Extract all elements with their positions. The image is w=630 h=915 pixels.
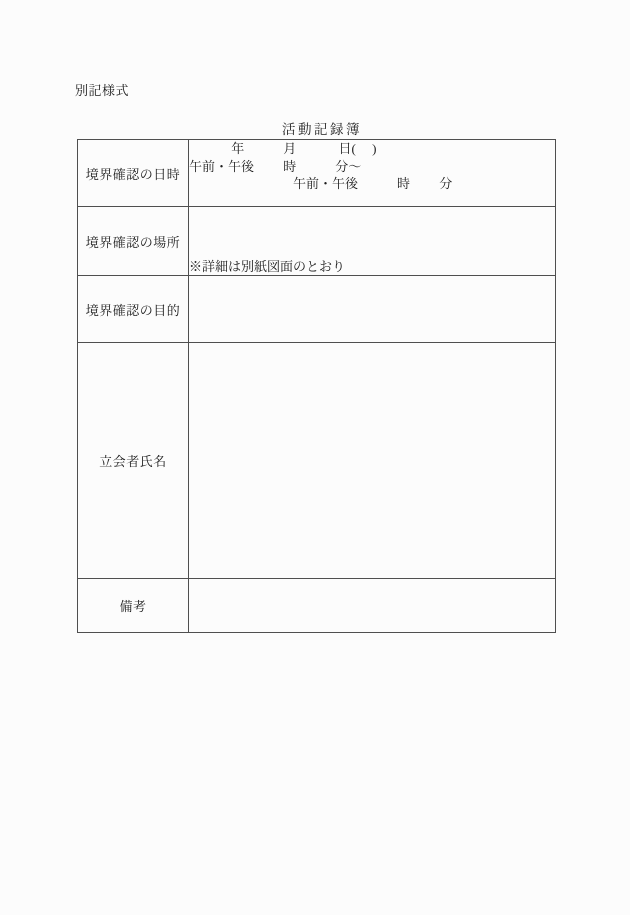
datetime-line-start-time: 午前・午後 時 分～ [189, 158, 362, 174]
place-value-cell [189, 207, 556, 276]
table-row-datetime [78, 140, 556, 207]
witness-value-cell [189, 343, 556, 579]
row-label-witness: 立会者氏名 [78, 343, 189, 579]
table-row-place [78, 207, 556, 276]
document-title: 活動記録簿 [282, 122, 362, 137]
row-label-place: 境界確認の場所 [78, 207, 189, 276]
row-label-remarks: 備考 [78, 579, 189, 633]
datetime-line-date: 年 月 日( ) [189, 141, 377, 156]
row-label-purpose: 境界確認の目的 [78, 276, 189, 343]
datetime-line-end-time: 午前・午後 時 分 [189, 176, 453, 191]
place-detail-note: ※詳細は別紙図面のとおり [189, 259, 346, 274]
datetime-value-cell [189, 140, 556, 207]
remarks-value-cell [189, 579, 556, 633]
table-row-remarks [78, 579, 556, 633]
table-row-purpose [78, 276, 556, 343]
activity-record-table [77, 139, 556, 633]
row-label-datetime: 境界確認の日時 [78, 140, 189, 207]
corner-note: 別記様式 [75, 83, 130, 98]
table-row-witness [78, 343, 556, 579]
purpose-value-cell [189, 276, 556, 343]
